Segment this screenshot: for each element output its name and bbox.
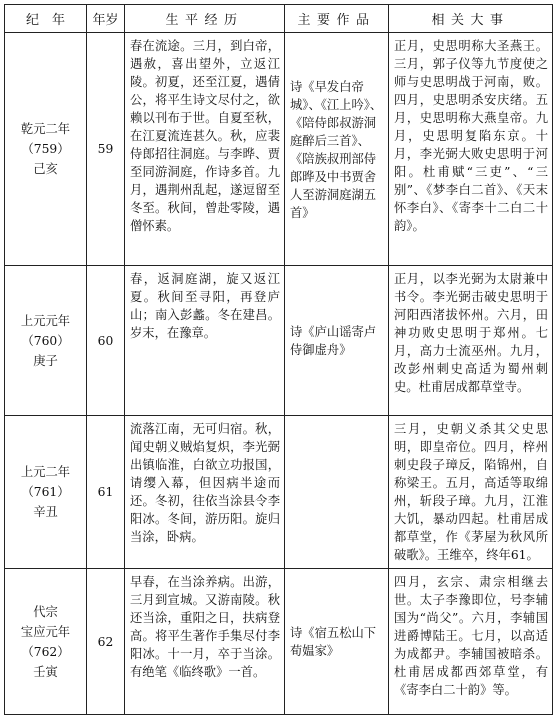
table-row — [5, 33, 553, 266]
life-cell: 流落江南，无可归宿。秋，闻史朝义贼焰复炽，李光弼出镇临淮，白欲立功报国，请缨入幕，但因病半途而还。冬初，往依当涂县令李阳冰。冬间，游历阳。旋归当涂，卧病。 — [125, 416, 285, 569]
table-header-row — [5, 5, 553, 33]
era-year: （760） — [21, 333, 70, 348]
header-life: 生平经历 — [125, 5, 285, 33]
era-name: 上元二年 — [20, 465, 71, 479]
era-cell — [5, 569, 87, 715]
table-row — [5, 569, 553, 715]
age-cell: 59 — [87, 33, 125, 266]
header-events: 相关大事 — [389, 5, 553, 33]
era-name: 乾元二年 — [20, 122, 71, 136]
age-cell: 62 — [87, 569, 125, 715]
era-name: 上元元年 — [20, 313, 71, 328]
events-cell: 正月，以李光弼为太尉兼中书令。李光弼击破史思明于河阳西渚拔怀州。六月，田神功败史思明于郑州。七月，高力士流巫州。九月，改彭州刺史高适为蜀州刺史。杜甫居成都草堂寺。 — [389, 266, 553, 416]
era-ganzhi: 庚子 — [33, 353, 58, 368]
era-ganzhi: 己亥 — [33, 162, 58, 176]
works-cell — [285, 416, 389, 569]
chronology-table-container — [4, 4, 552, 715]
events-cell: 三月，史朝义杀其父史思明，即皇帝位。四月，梓州刺史段子璋反，陷锦州，自称梁王。五月，高适等取绵州，斩段子璋。九月，江淮大饥，暴动四起。杜甫居成都草堂，作《茅屋为秋风所破歌》。王维卒，终年61。 — [389, 416, 553, 569]
era-dynasty: 代宗 — [33, 604, 58, 619]
events-cell: 正月，史思明称大圣燕王。三月，郭子仪等九节度使之师与史思明战于河南，败。四月，史思明杀安庆绪。五月，史思明称大燕皇帝。九月，史思明复陷东京。十月，李光弼大败史思明于河阳。杜甫赋“三吏”、“三别”、《梦李白二首》、《天末怀李白》、《寄李十二白二十韵》。 — [389, 33, 553, 266]
life-cell: 春，返洞庭湖，旋又返江夏。秋间至寻阳，再登庐山；南入彭蠡。冬在建昌。岁末，在豫章。 — [125, 266, 285, 416]
header-age: 年岁 — [87, 5, 125, 33]
life-cell: 早春，在当涂养病。出游，三月到宣城。又游南陵。秋还当涂，重阳之日，扶病登高。将平生著作手集尽付李阳冰。十一月，卒于当涂。有绝笔《临终歌》一首。 — [125, 569, 285, 715]
era-ganzhi: 壬寅 — [33, 664, 58, 679]
era-cell — [5, 33, 87, 266]
header-works: 主要作品 — [285, 5, 389, 33]
era-name: 宝应元年 — [20, 624, 71, 639]
era-year: （761） — [21, 485, 70, 499]
chronology-table — [4, 4, 553, 715]
era-year: （762） — [21, 644, 70, 659]
table-row — [5, 416, 553, 569]
age-cell: 61 — [87, 416, 125, 569]
works-cell: 诗《庐山谣寄卢侍御虚舟》 — [285, 266, 389, 416]
works-cell: 诗《宿五松山下荀媪家》 — [285, 569, 389, 715]
header-era: 纪 年 — [5, 5, 87, 33]
works-cell: 诗《早发白帝城》、《江上吟》、《陪侍郎叔游洞庭醉后三首》、《陪族叔刑部侍郎晔及中书贾舍人至游洞庭湖五首》 — [285, 33, 389, 266]
events-cell: 四月，玄宗、肃宗相继去世。太子李豫即位，号李辅国为“尚父”。六月，李辅国进爵博陆王。七月，以高适为成都尹。李辅国被暗杀。杜甫居成都西郊草堂，有《寄李白二十韵》等。 — [389, 569, 553, 715]
era-ganzhi: 辛丑 — [33, 505, 58, 519]
era-cell — [5, 266, 87, 416]
life-cell: 春在流途。三月，到白帝，遇赦，喜出望外，立返江陵。初夏，还至江夏，遇倩公，将平生诗文尽付之，欲赖以刊布于世。自夏至秋，在江夏流连甚久。秋，应裴侍郎招往洞庭。与李晔、贾至同游洞庭，作诗多首。九月，遇荆州乱起，遂逗留至冬至。秋间，曾赴零陵，遇僧怀素。 — [125, 33, 285, 266]
age-cell: 60 — [87, 266, 125, 416]
era-year: （759） — [21, 142, 70, 156]
table-row — [5, 266, 553, 416]
era-cell — [5, 416, 87, 569]
